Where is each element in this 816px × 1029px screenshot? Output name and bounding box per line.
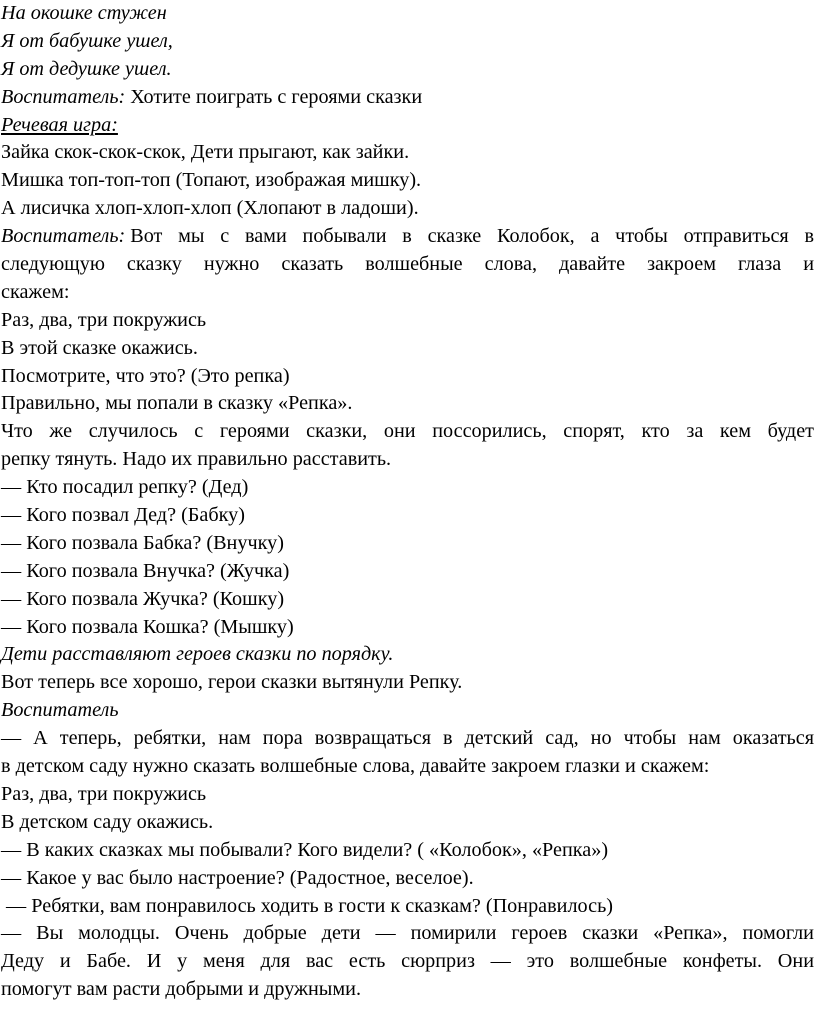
- text-line: Деду и Бабе. И у меня для вас есть сюрприз — это волшебные конфеты. Они: [1, 950, 814, 973]
- dialogue-line: — Кого позвала Жучка? (Кошку): [1, 587, 285, 610]
- text-line: Зайка скок-скок-скок, Дети прыгают, как зайки.: [1, 141, 410, 164]
- text-line: В этой сказке окажись.: [1, 336, 198, 359]
- text-line: Раз, два, три покружись: [1, 782, 207, 805]
- speaker-line: [1, 84, 814, 111]
- text-line: скажем:: [1, 280, 70, 303]
- text-line: Что же случилось с героями сказки, они поссорились, спорят, кто за кем будет: [1, 420, 814, 443]
- dialogue-line: — Кого позвала Бабка? (Внучку): [1, 531, 284, 554]
- dialogue-line: — Ребятки, вам понравилось ходить в гости к сказкам? (Понравилось): [1, 894, 614, 917]
- speaker-label: Воспитатель: [1, 699, 119, 722]
- dialogue-line: — Кого позвала Кошка? (Мышку): [1, 615, 294, 638]
- dialogue-line: — В каких сказках мы побывали? Кого видели? ( «Колобок», «Репка»): [1, 838, 609, 861]
- dialogue-line: — А теперь, ребятки, нам пора возвращаться в детский сад, но чтобы нам оказаться: [1, 727, 814, 750]
- text-line: А лисичка хлоп-хлоп-хлоп (Хлопают в ладоши).: [1, 197, 419, 220]
- text-line: Мишка топ-топ-топ (Топают, изображая мишку).: [1, 169, 422, 192]
- dialogue-line: — Вы молодцы. Очень добрые дети — помирили героев сказки «Репка», помогли: [1, 922, 814, 945]
- dialogue-line: — Кого позвал Дед? (Бабку): [1, 504, 245, 527]
- text-line: Правильно, мы попали в сказку «Репка».: [1, 392, 353, 415]
- poem-line: Я от бабушке ушел,: [1, 29, 173, 52]
- dialogue-line: — Какое у вас было настроение? (Радостное, веселое).: [1, 866, 474, 889]
- text-line: следующую сказку нужно сказать волшебные слова, давайте закроем глаза и: [1, 253, 814, 276]
- dialogue-line: — Кто посадил репку? (Дед): [1, 476, 249, 499]
- text-line: Вот теперь все хорошо, герои сказки вытянули Репку.: [1, 671, 463, 694]
- text-line: репку тянуть. Надо их правильно расставить.: [1, 448, 392, 471]
- text-line: Посмотрите, что это? (Это репка): [1, 364, 290, 387]
- text-line: помогут вам расти добрыми и дружными.: [1, 978, 361, 1001]
- poem-line: На окошке стужен: [1, 2, 167, 24]
- speech-text: Вот мы с вами побывали в сказке Колобок, а чтобы отправиться в: [130, 225, 814, 248]
- speaker-label: Воспитатель:: [1, 85, 126, 108]
- text-line: В детском саду окажись.: [1, 810, 214, 833]
- speaker-line: [1, 223, 814, 250]
- dialogue-line: — Кого позвала Внучка? (Жучка): [1, 559, 290, 582]
- text-line: Раз, два, три покружись: [1, 308, 207, 331]
- poem-line: Я от дедушке ушел.: [1, 57, 172, 80]
- text-line: в детском саду нужно сказать волшебные слова, давайте закроем глазки и скажем:: [1, 755, 710, 778]
- section-heading: Речевая игра:: [1, 113, 118, 136]
- speech-text: Хотите поиграть с героями сказки: [130, 85, 423, 108]
- speaker-label: Воспитатель:: [1, 225, 126, 248]
- stage-direction: Дети расставляют героев сказки по порядку.: [1, 643, 394, 666]
